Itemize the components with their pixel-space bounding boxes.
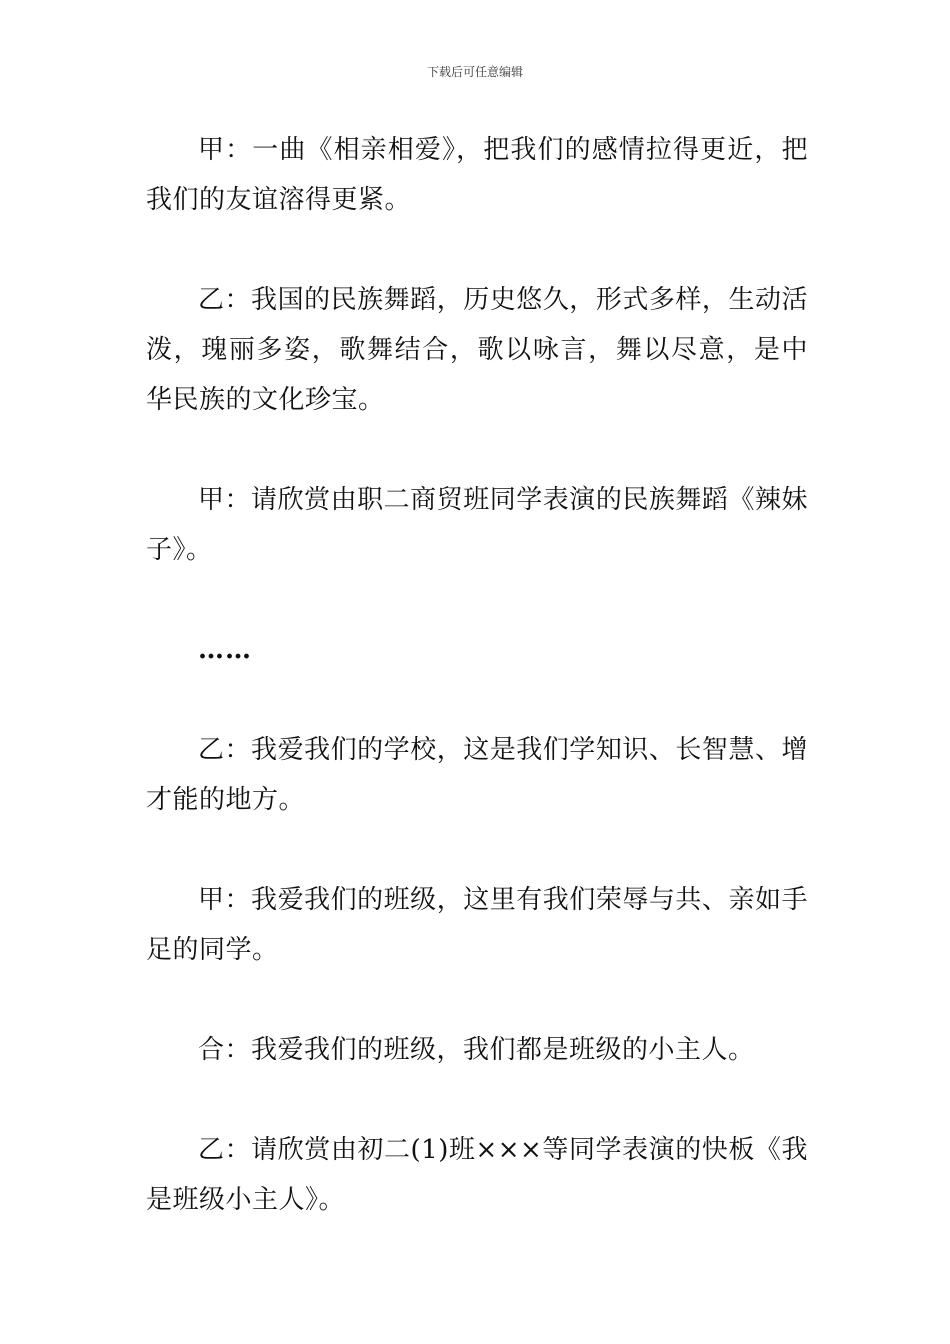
paragraph-gap [146,425,808,475]
paragraph-he-together: 合：我爱我们的班级，我们都是班级的小主人。 [198,1035,755,1065]
paragraph-gap [146,825,808,875]
paragraph-gap [146,1075,808,1125]
document-body [146,125,808,1225]
page-header: 下载后可任意编辑 [426,65,523,79]
paragraph-yi-kuaiban-intro: 乙：请欣赏由初二(1)班×××等同学表演的快板《我是班级小主人》。 [146,1135,808,1215]
paragraph-jia-class: 甲：我爱我们的班级，这里有我们荣辱与共、亲如手足的同学。 [146,885,808,965]
paragraph-gap [146,675,808,725]
paragraph-jia-song: 甲：一曲《相亲相爱》，把我们的感情拉得更近，把我们的友谊溶得更紧。 [146,135,808,215]
paragraph-gap [146,225,808,275]
paragraph-jia-dance-intro: 甲：请欣赏由职二商贸班同学表演的民族舞蹈《辣妹子》。 [146,485,808,565]
paragraph-yi-dance: 乙：我国的民族舞蹈，历史悠久，形式多样，生动活泼，瑰丽多姿，歌舞结合，歌以咏言，舞以尽意，是中华民族的文化珍宝。 [146,285,808,415]
paragraph-yi-school: 乙：我爱我们的学校，这是我们学知识、长智慧、增才能的地方。 [146,735,808,815]
paragraph-gap [146,575,808,625]
ellipsis-paragraph: …… [198,635,252,665]
paragraph-gap [146,975,808,1025]
